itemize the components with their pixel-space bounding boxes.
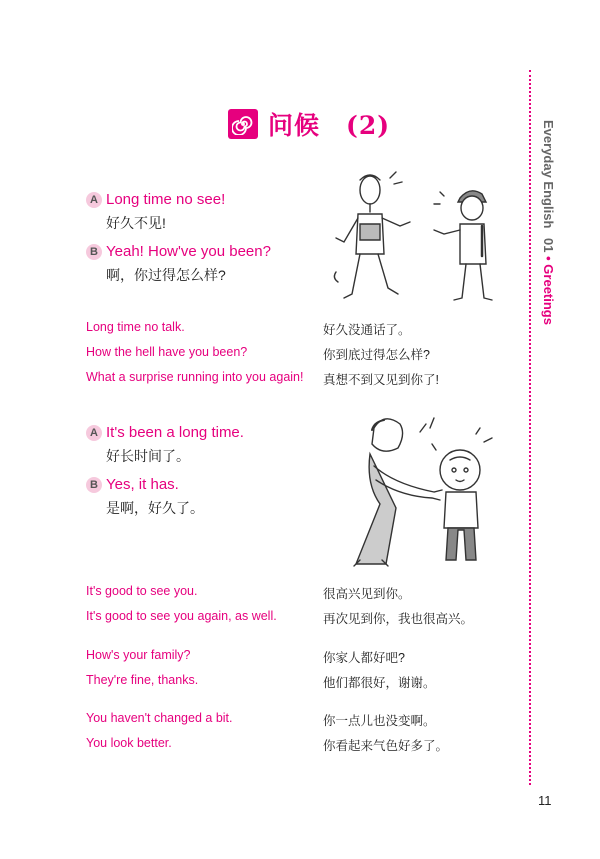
- chapter-separator: •: [541, 256, 556, 261]
- dialog-chinese: 啊，你过得怎么样?: [106, 267, 226, 283]
- phrase-english: How's your family?: [86, 648, 191, 662]
- phrase-english: How the hell have you been?: [86, 345, 248, 359]
- dialog-english: Yes, it has.: [106, 476, 179, 493]
- phrase-english: You look better.: [86, 736, 172, 750]
- phrase-english: You haven't changed a bit.: [86, 711, 233, 725]
- page-number: 11: [538, 793, 552, 808]
- book-title: Everyday English: [541, 120, 556, 229]
- section-title: Greetings: [541, 264, 556, 325]
- dialog-english: It's been a long time.: [106, 424, 244, 441]
- phrase-english: What a surprise running into you again!: [86, 370, 304, 384]
- title-text: 问候 (2): [268, 111, 391, 140]
- page-title: [228, 106, 390, 142]
- phrase-chinese: 他们都很好，谢谢。: [323, 676, 436, 690]
- phrase-english: Long time no talk.: [86, 320, 185, 334]
- chapter-number: 01: [541, 238, 556, 253]
- speaker-badge: B: [86, 477, 102, 493]
- dialog-chinese: 好长时间了。: [106, 448, 190, 464]
- dialog1-line-a: [86, 191, 225, 208]
- phrase-chinese: 很高兴见到你。: [323, 587, 411, 601]
- phrase-english: It's good to see you again, as well.: [86, 609, 277, 623]
- spiral-icon: [228, 109, 258, 139]
- dialog-chinese: 好久不见!: [106, 215, 166, 231]
- speaker-badge: B: [86, 244, 102, 260]
- dialog-chinese: 是啊，好久了。: [106, 500, 204, 516]
- phrase-chinese: 真想不到又见到你了!: [323, 373, 439, 387]
- dialog-english: Long time no see!: [106, 191, 226, 208]
- phrase-chinese: 你看起来气色好多了。: [323, 739, 449, 753]
- chapter-sidebar: [532, 120, 556, 325]
- phrase-chinese: 你家人都好吧?: [323, 651, 405, 665]
- dialog1-line-b: [86, 243, 271, 260]
- speaker-badge: A: [86, 425, 102, 441]
- sidebar-divider: [529, 70, 531, 785]
- dialog2-line-a: [86, 424, 244, 441]
- phrase-chinese: 好久没通话了。: [323, 323, 411, 337]
- woman-and-child-illustration: [330, 410, 505, 570]
- speaker-badge: A: [86, 192, 102, 208]
- dialog-english: Yeah! How've you been?: [106, 243, 271, 260]
- two-men-illustration: [320, 168, 510, 308]
- phrase-english: It's good to see you.: [86, 584, 198, 598]
- phrase-chinese: 再次见到你，我也很高兴。: [323, 612, 474, 626]
- phrase-chinese: 你一点儿也没变啊。: [323, 714, 436, 728]
- phrase-english: They're fine, thanks.: [86, 673, 199, 687]
- dialog2-line-b: [86, 476, 179, 493]
- phrase-chinese: 你到底过得怎么样?: [323, 348, 430, 362]
